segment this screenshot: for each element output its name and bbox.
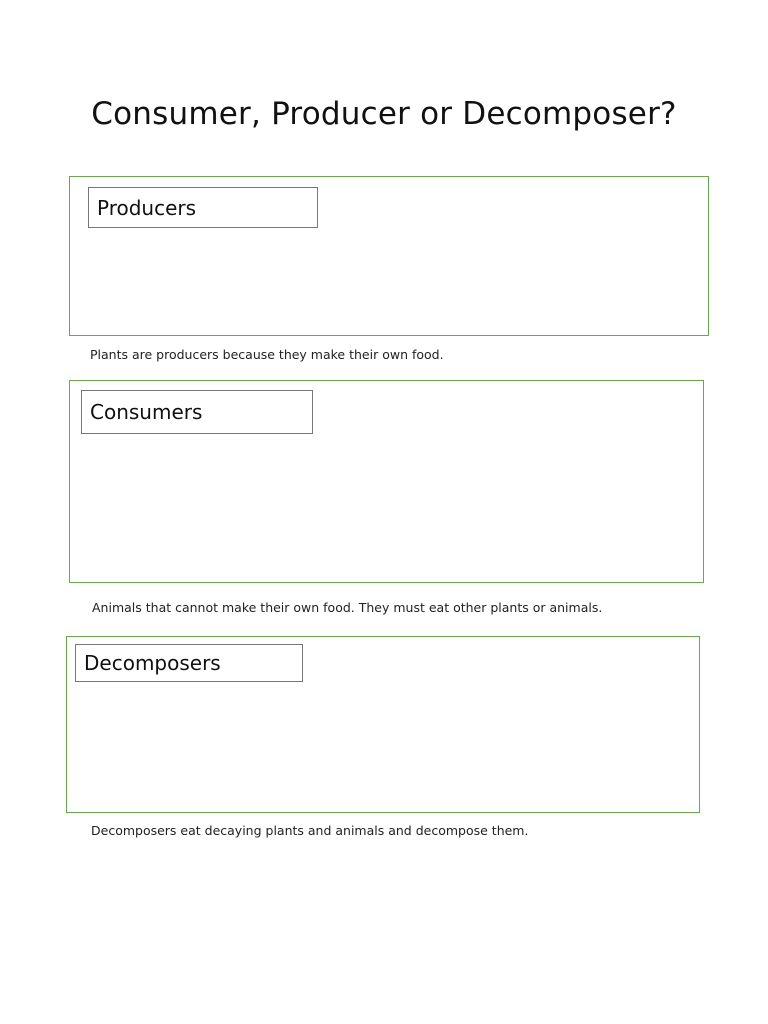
decomposers-description: Decomposers eat decaying plants and animals and decompose them. bbox=[91, 823, 529, 838]
consumers-description: Animals that cannot make their own food. They must eat other plants or animals. bbox=[92, 600, 603, 615]
producers-heading bbox=[88, 187, 318, 228]
page-title: Consumer, Producer or Decomposer? bbox=[91, 96, 677, 132]
producers-description: Plants are producers because they make their own food. bbox=[90, 347, 444, 362]
decomposers-heading-text: Decomposers bbox=[84, 651, 221, 675]
consumers-heading bbox=[81, 390, 313, 434]
producers-heading-text: Producers bbox=[97, 195, 197, 220]
consumers-heading-text: Consumers bbox=[90, 400, 203, 424]
decomposers-heading bbox=[75, 644, 303, 682]
